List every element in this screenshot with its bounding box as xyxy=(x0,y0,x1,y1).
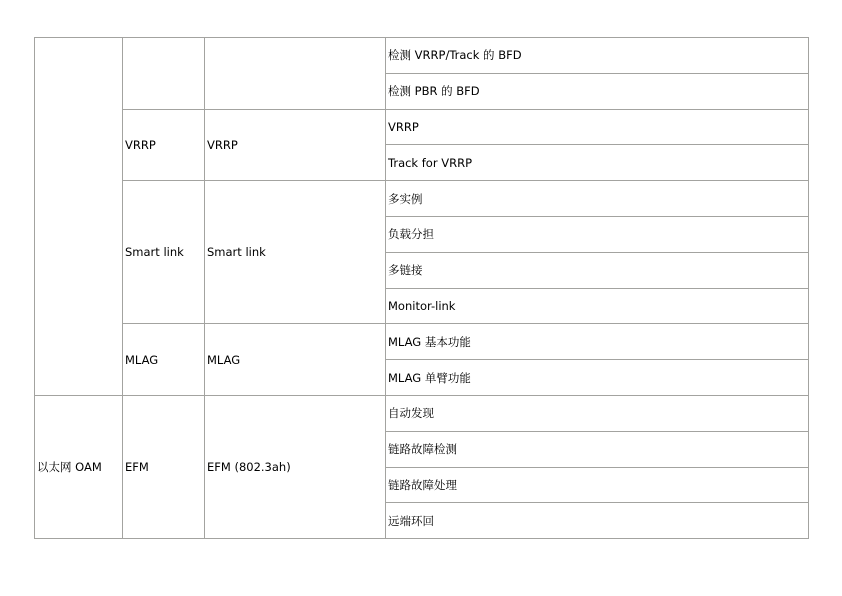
table-row xyxy=(35,395,809,431)
feature-cell: VRRP xyxy=(386,109,809,145)
table-row xyxy=(35,38,809,74)
feature-spec-table xyxy=(34,37,809,539)
protocol-cell: MLAG xyxy=(123,324,205,396)
protocol-cell: EFM xyxy=(123,395,205,538)
protocol-cell: VRRP xyxy=(123,109,205,181)
table-row xyxy=(35,181,809,217)
feature-cell: MLAG 基本功能 xyxy=(386,324,809,360)
module-cell: Smart link xyxy=(205,181,386,324)
feature-cell: 远端环回 xyxy=(386,503,809,539)
feature-cell: MLAG 单臂功能 xyxy=(386,360,809,396)
table-row xyxy=(35,109,809,145)
feature-cell: Track for VRRP xyxy=(386,145,809,181)
feature-cell: 链路故障处理 xyxy=(386,467,809,503)
protocol-cell xyxy=(123,38,205,110)
protocol-cell: Smart link xyxy=(123,181,205,324)
module-cell: MLAG xyxy=(205,324,386,396)
table-row xyxy=(35,324,809,360)
feature-cell: 链路故障检测 xyxy=(386,431,809,467)
feature-cell: 负载分担 xyxy=(386,216,809,252)
feature-cell: Monitor-link xyxy=(386,288,809,324)
module-cell xyxy=(205,38,386,110)
feature-cell: 检测 VRRP/Track 的 BFD xyxy=(386,38,809,74)
module-cell: VRRP xyxy=(205,109,386,181)
feature-cell: 多链接 xyxy=(386,252,809,288)
feature-cell: 多实例 xyxy=(386,181,809,217)
feature-cell: 检测 PBR 的 BFD xyxy=(386,73,809,109)
feature-cell: 自动发现 xyxy=(386,395,809,431)
category-cell: 以太网 OAM xyxy=(35,395,123,538)
category-cell xyxy=(35,38,123,396)
module-cell: EFM (802.3ah) xyxy=(205,395,386,538)
